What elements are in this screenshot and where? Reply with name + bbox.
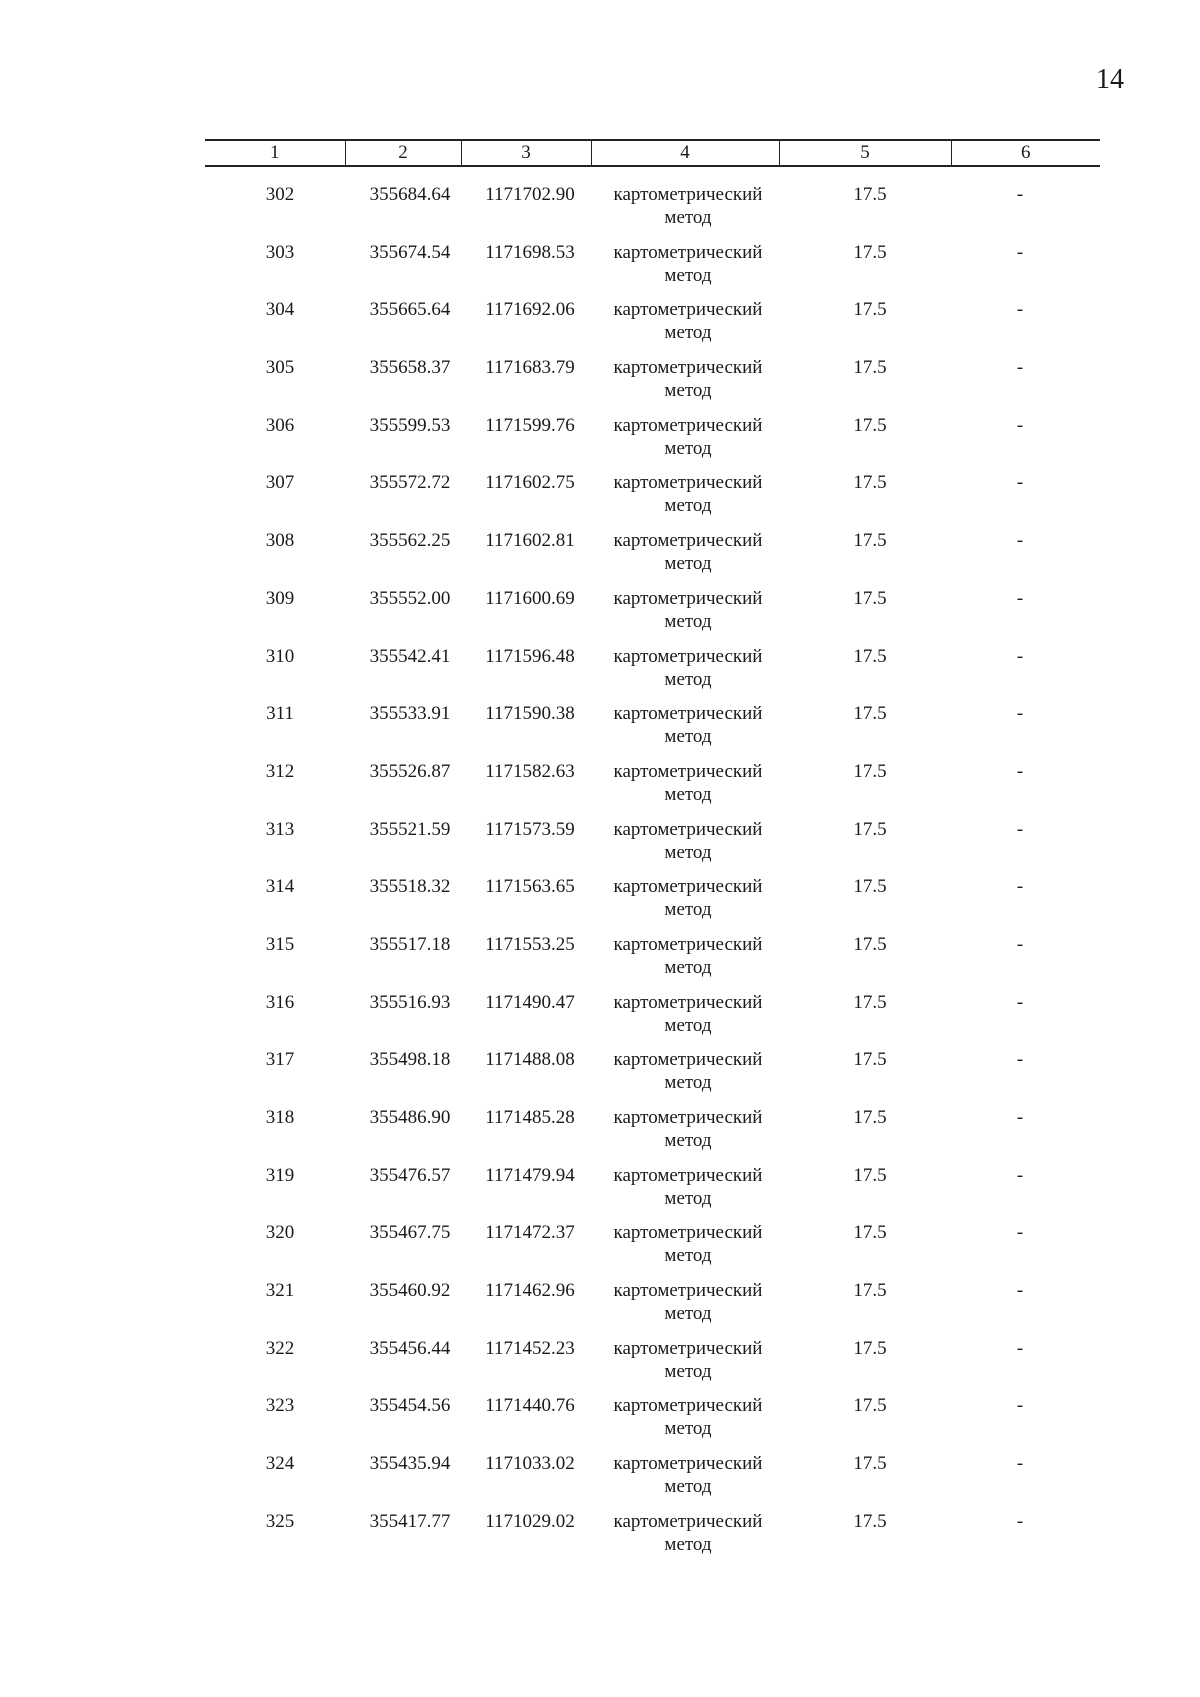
x-coordinate: 355542.41 [369,645,451,667]
y-coordinate: 1171452.23 [485,1337,575,1359]
point-number: 310 [265,645,295,667]
point-number: 309 [265,587,295,609]
table-row [0,1221,1200,1279]
accuracy: 17.5 [853,357,887,379]
note: - [1016,1510,1024,1532]
x-coordinate: 355435.94 [369,1453,451,1475]
y-coordinate: 1171563.65 [485,876,575,898]
y-coordinate: 1171033.02 [485,1453,575,1475]
x-coordinate: 355599.53 [369,414,451,436]
table-row [0,1048,1200,1106]
x-coordinate: 355460.92 [369,1280,451,1302]
point-number: 318 [265,1107,295,1128]
accuracy: 17.5 [853,414,887,436]
accuracy: 17.5 [853,184,887,205]
y-coordinate: 1171553.25 [485,933,575,955]
x-coordinate: 355417.77 [369,1510,451,1532]
y-coordinate: 1171479.94 [485,1164,575,1186]
accuracy: 17.5 [853,991,887,1013]
point-number: 324 [265,1453,295,1475]
note: - [1016,703,1024,725]
table-row [0,818,1200,876]
x-coordinate: 355518.32 [369,876,451,898]
x-coordinate: 355572.72 [369,472,451,494]
page-number: 14 [1096,64,1124,95]
accuracy: 17.5 [853,876,887,898]
accuracy: 17.5 [853,1395,887,1417]
point-number: 325 [265,1510,295,1532]
accuracy: 17.5 [853,1453,887,1475]
table-row [0,1106,1200,1164]
coordinates-table [0,183,1200,1568]
x-coordinate: 355454.56 [369,1395,451,1417]
note: - [1016,1453,1024,1475]
method: картометрический метод [613,876,763,921]
method: картометрический метод [613,414,763,459]
point-number: 323 [265,1395,295,1417]
method: картометрический метод [613,1164,763,1209]
accuracy: 17.5 [853,933,887,955]
x-coordinate: 355467.75 [369,1222,451,1244]
point-number: 320 [265,1222,295,1244]
x-coordinate: 355665.64 [369,299,451,321]
note: - [1016,1395,1024,1417]
x-coordinate: 355486.90 [369,1107,451,1128]
note: - [1016,645,1024,667]
point-number: 322 [265,1337,295,1359]
method: картометрический метод [613,1337,763,1382]
method: картометрический метод [613,1395,763,1440]
point-number: 314 [265,876,295,898]
note: - [1016,184,1024,205]
point-number: 303 [265,241,295,263]
y-coordinate: 1171683.79 [485,357,575,379]
method: картометрический метод [613,530,763,575]
note: - [1016,587,1024,609]
point-number: 311 [266,703,294,725]
table-row [0,241,1200,299]
method: картометрический метод [613,587,763,632]
point-number: 315 [265,933,295,955]
method: картометрический метод [613,760,763,805]
accuracy: 17.5 [853,760,887,782]
table-row [0,298,1200,356]
point-number: 317 [265,1049,295,1071]
table-row [0,645,1200,703]
table-row [0,1337,1200,1395]
table-row [0,875,1200,933]
y-coordinate: 1171485.28 [485,1107,575,1128]
column-header-2: 2 [345,140,461,166]
x-coordinate: 355526.87 [369,760,451,782]
method: картометрический метод [613,184,763,228]
note: - [1016,1049,1024,1071]
table-row [0,471,1200,529]
note: - [1016,991,1024,1013]
x-coordinate: 355517.18 [369,933,451,955]
y-coordinate: 1171698.53 [485,241,575,263]
point-number: 304 [265,299,295,321]
y-coordinate: 1171472.37 [485,1222,575,1244]
y-coordinate: 1171590.38 [485,703,575,725]
y-coordinate: 1171462.96 [485,1280,575,1302]
note: - [1016,357,1024,379]
table-row [0,933,1200,991]
note: - [1016,299,1024,321]
point-number: 321 [265,1280,295,1302]
note: - [1016,414,1024,436]
table-row [0,1279,1200,1337]
method: картометрический метод [613,703,763,748]
note: - [1016,760,1024,782]
table-row [0,991,1200,1049]
accuracy: 17.5 [853,530,887,552]
note: - [1016,1164,1024,1186]
method: картометрический метод [613,1222,763,1267]
note: - [1016,530,1024,552]
point-number: 319 [265,1164,295,1186]
x-coordinate: 355533.91 [369,703,451,725]
method: картометрический метод [613,991,763,1036]
table-row [0,1452,1200,1510]
y-coordinate: 1171602.75 [485,472,575,494]
note: - [1016,876,1024,898]
accuracy: 17.5 [853,472,887,494]
x-coordinate: 355516.93 [369,991,451,1013]
y-coordinate: 1171702.90 [485,184,575,205]
table-row [0,702,1200,760]
note: - [1016,1222,1024,1244]
y-coordinate: 1171582.63 [485,760,575,782]
method: картометрический метод [613,299,763,344]
y-coordinate: 1171600.69 [485,587,575,609]
y-coordinate: 1171602.81 [485,530,575,552]
method: картометрический метод [613,1510,763,1555]
x-coordinate: 355658.37 [369,357,451,379]
column-header-3: 3 [461,140,591,166]
method: картометрический метод [613,933,763,978]
y-coordinate: 1171029.02 [485,1510,575,1532]
x-coordinate: 355552.00 [369,587,451,609]
point-number: 305 [265,357,295,379]
column-header-6: 6 [951,140,1100,166]
accuracy: 17.5 [853,1280,887,1302]
x-coordinate: 355456.44 [369,1337,451,1359]
method: картометрический метод [613,241,763,286]
accuracy: 17.5 [853,818,887,840]
note: - [1016,1107,1024,1128]
accuracy: 17.5 [853,1337,887,1359]
y-coordinate: 1171440.76 [485,1395,575,1417]
method: картометрический метод [613,645,763,690]
column-header-1: 1 [270,142,280,163]
x-coordinate: 355562.25 [369,530,451,552]
accuracy: 17.5 [853,703,887,725]
table-row [0,183,1200,241]
accuracy: 17.5 [853,241,887,263]
table-row [0,760,1200,818]
column-header [205,139,1100,167]
x-coordinate: 355684.64 [369,184,451,205]
x-coordinate: 355674.54 [369,241,451,263]
y-coordinate: 1171490.47 [485,991,575,1013]
point-number: 308 [265,530,295,552]
x-coordinate: 355498.18 [369,1049,451,1071]
y-coordinate: 1171573.59 [485,818,575,840]
accuracy: 17.5 [853,1107,887,1128]
x-coordinate: 355521.59 [369,818,451,840]
note: - [1016,1337,1024,1359]
column-header-5: 5 [779,140,951,166]
table-row [0,529,1200,587]
table-row [0,1510,1200,1568]
table-row [0,414,1200,472]
table-row [0,1394,1200,1452]
accuracy: 17.5 [853,645,887,667]
method: картометрический метод [613,1453,763,1498]
method: картометрический метод [613,1280,763,1325]
accuracy: 17.5 [853,1049,887,1071]
method: картометрический метод [613,818,763,863]
table-row [0,1164,1200,1222]
accuracy: 17.5 [853,1164,887,1186]
note: - [1016,1280,1024,1302]
accuracy: 17.5 [853,587,887,609]
method: картометрический метод [613,1049,763,1094]
method: картометрический метод [613,357,763,402]
point-number: 302 [265,184,295,205]
point-number: 306 [265,414,295,436]
y-coordinate: 1171692.06 [485,299,575,321]
point-number: 316 [265,991,295,1013]
accuracy: 17.5 [853,1510,887,1532]
table-row [0,356,1200,414]
point-number: 307 [265,472,295,494]
note: - [1016,818,1024,840]
accuracy: 17.5 [853,1222,887,1244]
note: - [1016,933,1024,955]
column-header-4: 4 [591,140,779,166]
y-coordinate: 1171488.08 [485,1049,575,1071]
x-coordinate: 355476.57 [369,1164,451,1186]
note: - [1016,472,1024,494]
point-number: 313 [265,818,295,840]
y-coordinate: 1171596.48 [485,645,575,667]
method: картометрический метод [613,472,763,517]
table-row [0,587,1200,645]
method: картометрический метод [613,1107,763,1151]
y-coordinate: 1171599.76 [485,414,575,436]
note: - [1016,241,1024,263]
accuracy: 17.5 [853,299,887,321]
point-number: 312 [265,760,295,782]
